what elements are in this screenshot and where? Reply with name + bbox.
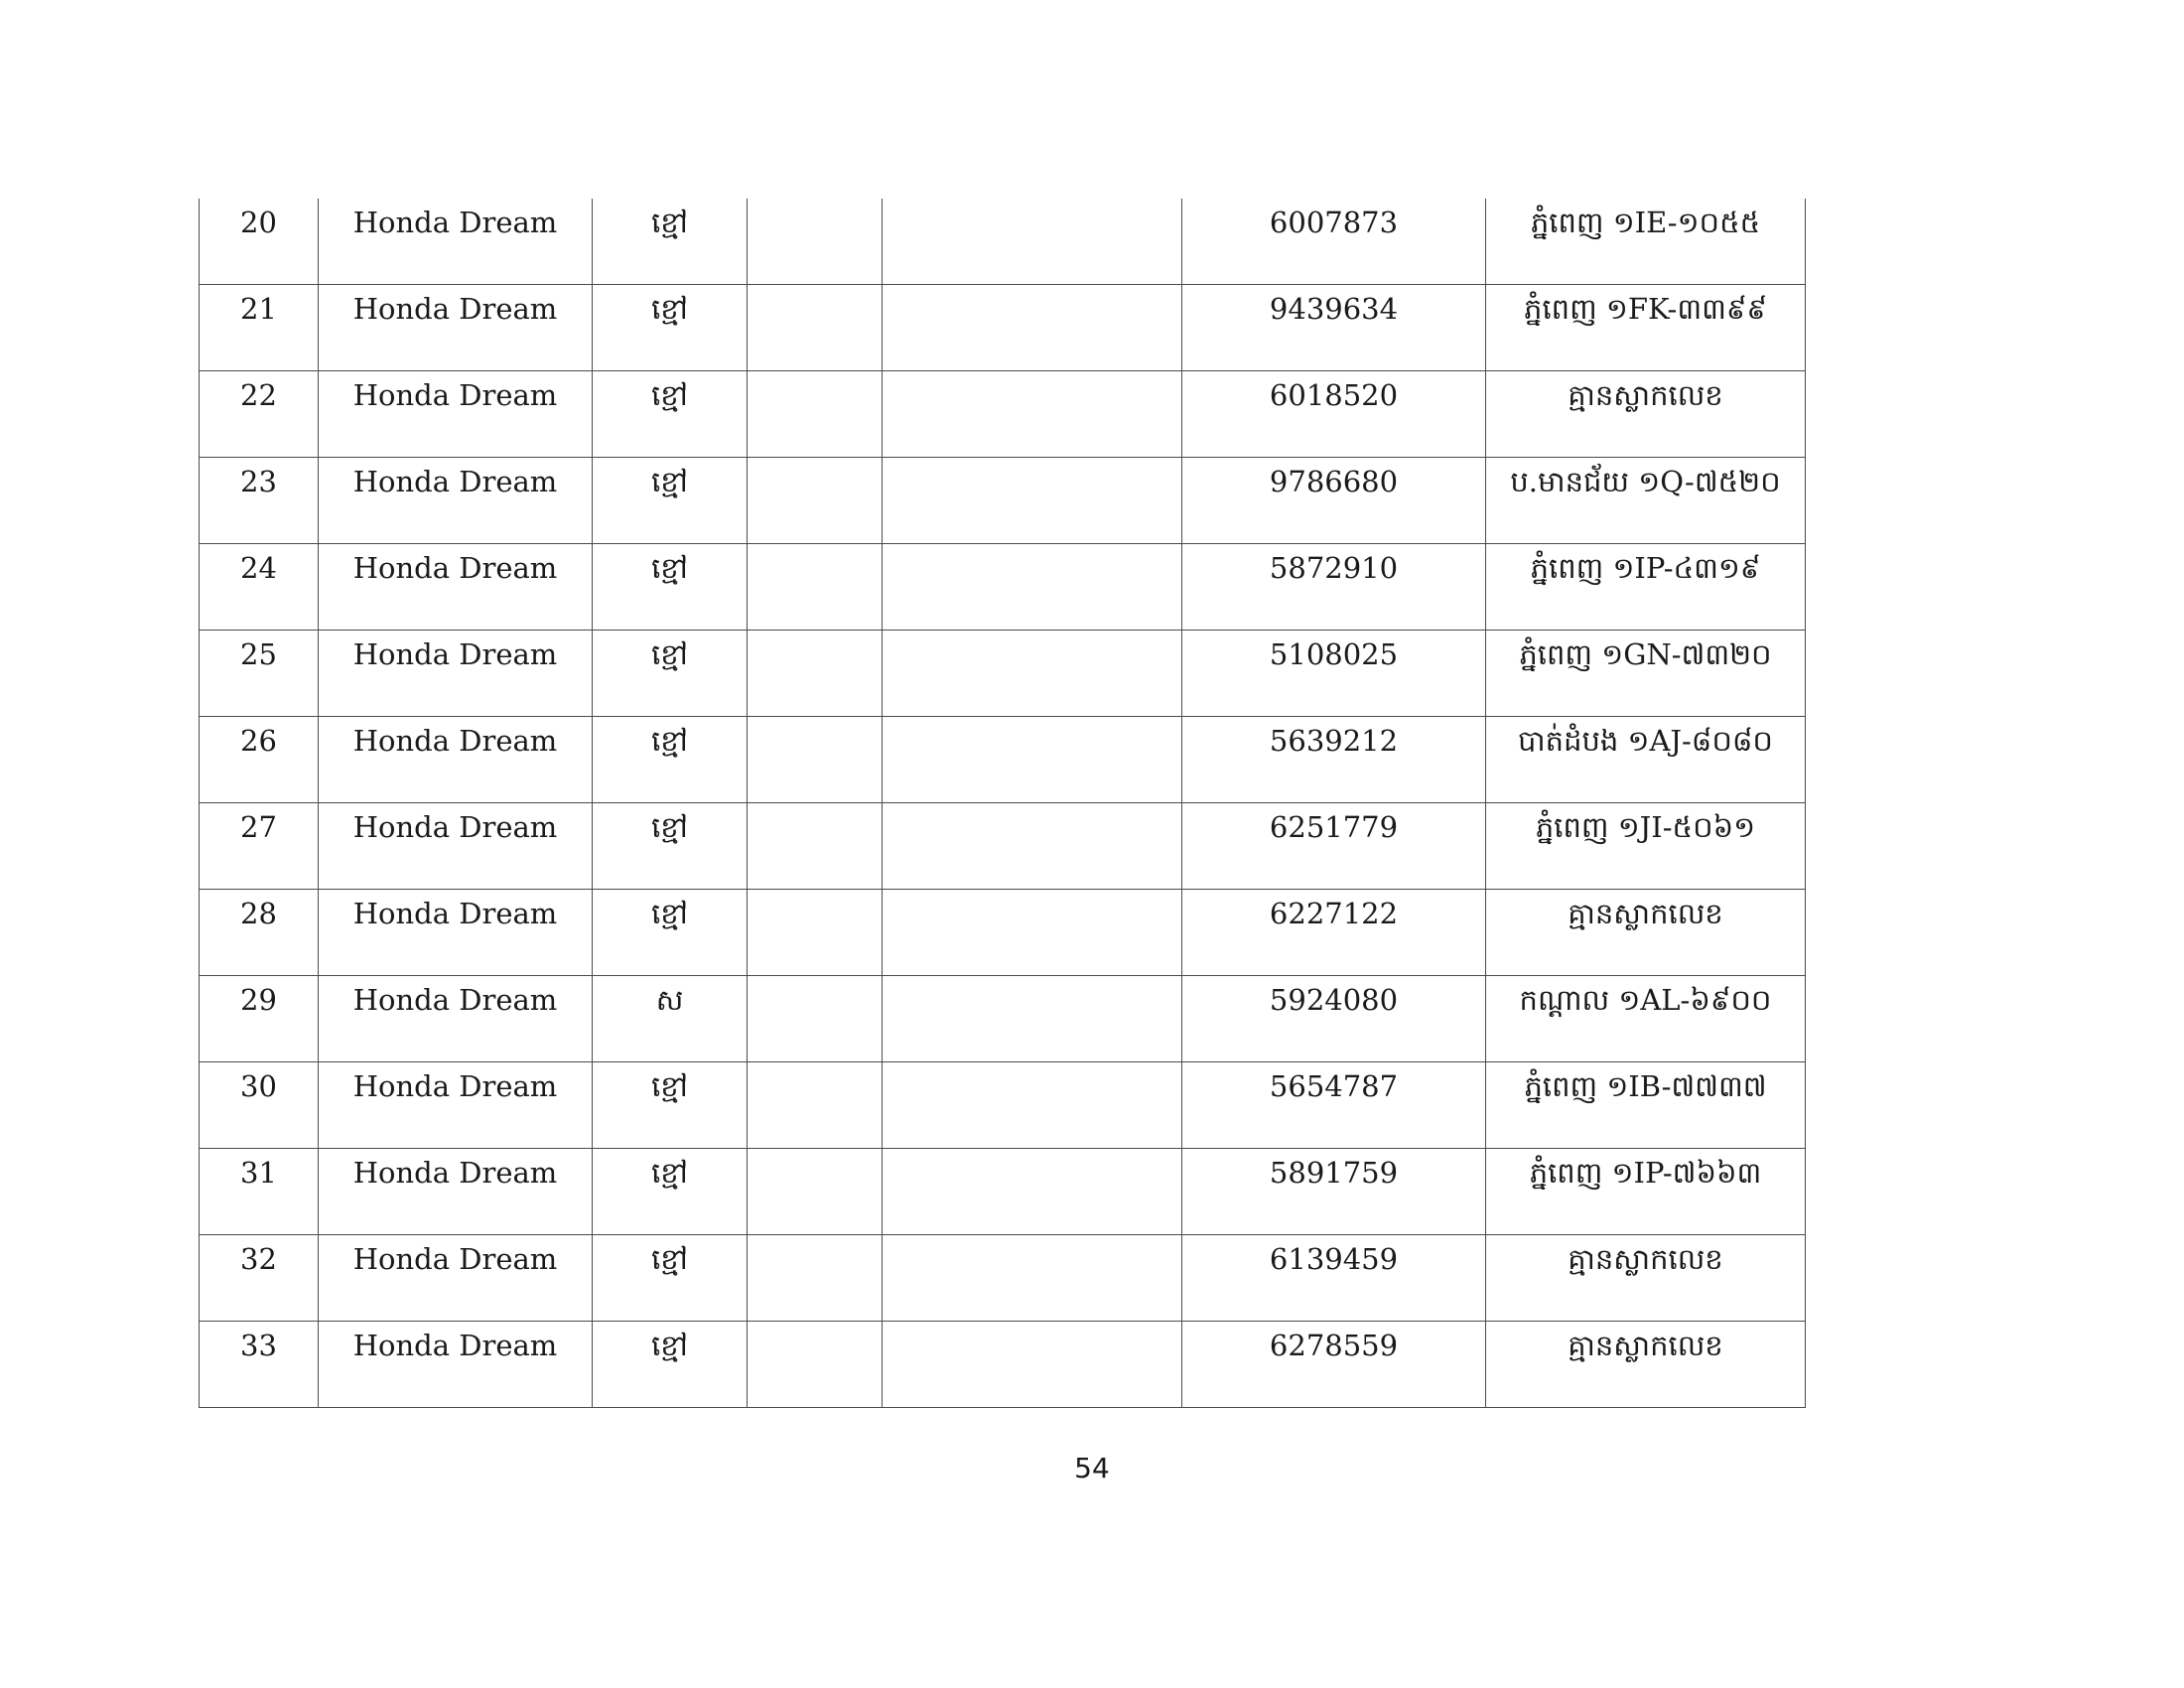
model-cell-text: Honda Dream [352,1242,558,1276]
row-number-cell-text: 30 [240,1069,277,1103]
table-row [200,458,1806,544]
engine-number-cell [1182,544,1486,631]
color-cell-text: ខ្មៅ [651,206,688,239]
vehicle-table [199,199,1806,1408]
empty-cell [883,285,1182,371]
plate-number-cell [1486,803,1806,890]
model-cell-text: Honda Dream [352,551,558,585]
model-cell [319,1235,593,1322]
empty-cell [883,544,1182,631]
engine-number-cell-text: 5654787 [1269,1069,1399,1103]
model-cell-text: Honda Dream [352,1329,558,1362]
color-cell [593,803,748,890]
color-cell-text: ខ្មៅ [651,465,688,498]
model-cell-text: Honda Dream [352,724,558,758]
empty-cell [883,1149,1182,1235]
table-row [200,544,1806,631]
plate-number-cell [1486,285,1806,371]
row-number-cell-text: 33 [240,1329,277,1362]
color-cell [593,631,748,717]
plate-number-cell [1486,1062,1806,1149]
engine-number-cell [1182,976,1486,1062]
empty-cell [883,976,1182,1062]
model-cell-text: Honda Dream [352,1156,558,1190]
row-number-cell-text: 31 [240,1156,277,1190]
row-number-cell-text: 23 [240,465,277,498]
row-number-cell-text: 29 [240,983,277,1017]
plate-number-cell [1486,371,1806,458]
plate-number-cell-text: ភ្នំពេញ ១IP-៧៦៦៣ [1529,1156,1762,1190]
engine-number-cell-text: 5924080 [1269,983,1399,1017]
model-cell-text: Honda Dream [352,206,558,239]
engine-number-cell-text: 5108025 [1269,637,1399,671]
empty-cell [748,976,883,1062]
color-cell-text: ខ្មៅ [651,897,688,930]
empty-cell [748,1149,883,1235]
model-cell [319,1062,593,1149]
row-number-cell [200,1149,319,1235]
plate-number-cell [1486,717,1806,803]
plate-number-cell [1486,1149,1806,1235]
table-row [200,890,1806,976]
model-cell [319,1322,593,1408]
empty-cell [883,631,1182,717]
color-cell [593,1149,748,1235]
row-number-cell [200,717,319,803]
empty-cell [883,199,1182,285]
engine-number-cell [1182,1235,1486,1322]
model-cell-text: Honda Dream [352,810,558,844]
empty-cell [748,1062,883,1149]
table-row [200,717,1806,803]
color-cell-text: ខ្មៅ [651,1156,688,1190]
vehicle-table-body [200,199,1806,1408]
row-number-cell [200,1062,319,1149]
plate-number-cell-text: ភ្នំពេញ ១GN-៧៣២០ [1519,637,1772,671]
empty-cell [748,803,883,890]
engine-number-cell [1182,458,1486,544]
model-cell [319,199,593,285]
engine-number-cell [1182,631,1486,717]
color-cell-text: ខ្មៅ [651,1069,688,1103]
plate-number-cell [1486,890,1806,976]
color-cell-text: ស [655,983,684,1017]
empty-cell [748,890,883,976]
row-number-cell-text: 22 [240,378,277,412]
row-number-cell [200,1322,319,1408]
table-row [200,371,1806,458]
row-number-cell [200,631,319,717]
row-number-cell-text: 24 [240,551,277,585]
model-cell [319,631,593,717]
plate-number-cell-text: គ្មានស្លាកលេខ [1568,1329,1723,1362]
color-cell [593,544,748,631]
engine-number-cell-text: 9786680 [1269,465,1399,498]
plate-number-cell-text: ភ្នំពេញ ១JI-៥០៦១ [1535,810,1756,844]
engine-number-cell-text: 6227122 [1269,897,1399,930]
row-number-cell [200,544,319,631]
engine-number-cell-text: 6018520 [1269,378,1399,412]
model-cell [319,285,593,371]
table-row [200,976,1806,1062]
engine-number-cell-text: 5891759 [1269,1156,1399,1190]
model-cell [319,890,593,976]
plate-number-cell-text: ភ្នំពេញ ១FK-៣៣៩៩ [1524,292,1767,326]
model-cell-text: Honda Dream [352,292,558,326]
engine-number-cell [1182,199,1486,285]
color-cell [593,976,748,1062]
row-number-cell-text: 21 [240,292,277,326]
plate-number-cell-text: បាត់ដំបង ១AJ-៨០៨០ [1518,724,1773,758]
table-row [200,1149,1806,1235]
plate-number-cell-text: ប.មានជ័យ ១Q-៧៥២០ [1510,465,1781,498]
color-cell [593,717,748,803]
row-number-cell [200,803,319,890]
plate-number-cell [1486,631,1806,717]
row-number-cell-text: 27 [240,810,277,844]
empty-cell [748,285,883,371]
plate-number-cell [1486,199,1806,285]
plate-number-cell-text: ភ្នំពេញ ១IP-៤៣១៩ [1530,551,1761,585]
model-cell-text: Honda Dream [352,897,558,930]
plate-number-cell [1486,1322,1806,1408]
table-row [200,1322,1806,1408]
color-cell-text: ខ្មៅ [651,810,688,844]
row-number-cell [200,976,319,1062]
engine-number-cell-text: 6278559 [1269,1329,1399,1362]
color-cell-text: ខ្មៅ [651,1329,688,1362]
plate-number-cell-text: កណ្តាល ១AL-៦៩០០ [1519,983,1772,1017]
row-number-cell-text: 32 [240,1242,277,1276]
row-number-cell [200,1235,319,1322]
table-row [200,803,1806,890]
empty-cell [748,631,883,717]
table-row [200,1062,1806,1149]
empty-cell [748,199,883,285]
empty-cell [748,544,883,631]
page-number: 54 [1074,1452,1110,1484]
engine-number-cell [1182,1149,1486,1235]
model-cell [319,544,593,631]
plate-number-cell [1486,458,1806,544]
engine-number-cell-text: 5639212 [1269,724,1399,758]
color-cell-text: ខ្មៅ [651,1242,688,1276]
row-number-cell-text: 26 [240,724,277,758]
color-cell-text: ខ្មៅ [651,551,688,585]
engine-number-cell [1182,1322,1486,1408]
engine-number-cell-text: 5872910 [1269,551,1399,585]
row-number-cell [200,458,319,544]
empty-cell [883,890,1182,976]
empty-cell [748,1235,883,1322]
color-cell [593,371,748,458]
row-number-cell [200,285,319,371]
color-cell-text: ខ្មៅ [651,378,688,412]
empty-cell [748,1322,883,1408]
color-cell [593,890,748,976]
color-cell-text: ខ្មៅ [651,724,688,758]
engine-number-cell-text: 6007873 [1269,206,1399,239]
plate-number-cell-text: គ្មានស្លាកលេខ [1568,897,1723,930]
engine-number-cell [1182,1062,1486,1149]
model-cell [319,717,593,803]
empty-cell [883,1235,1182,1322]
engine-number-cell-text: 9439634 [1269,292,1399,326]
row-number-cell-text: 20 [240,206,277,239]
row-number-cell [200,371,319,458]
table-row [200,1235,1806,1322]
engine-number-cell [1182,371,1486,458]
empty-cell [883,371,1182,458]
model-cell-text: Honda Dream [352,637,558,671]
color-cell-text: ខ្មៅ [651,292,688,326]
color-cell [593,1235,748,1322]
model-cell-text: Honda Dream [352,983,558,1017]
engine-number-cell-text: 6139459 [1269,1242,1399,1276]
model-cell [319,803,593,890]
table-row [200,285,1806,371]
row-number-cell-text: 25 [240,637,277,671]
empty-cell [883,717,1182,803]
color-cell-text: ខ្មៅ [651,637,688,671]
plate-number-cell [1486,976,1806,1062]
color-cell [593,1062,748,1149]
model-cell-text: Honda Dream [352,1069,558,1103]
model-cell [319,1149,593,1235]
plate-number-cell [1486,1235,1806,1322]
engine-number-cell [1182,803,1486,890]
plate-number-cell-text: ភ្នំពេញ ១IB-៧៧៣៧ [1524,1069,1767,1103]
model-cell [319,976,593,1062]
model-cell-text: Honda Dream [352,465,558,498]
plate-number-cell-text: គ្មានស្លាកលេខ [1568,1242,1723,1276]
engine-number-cell [1182,717,1486,803]
color-cell [593,1322,748,1408]
plate-number-cell-text: គ្មានស្លាកលេខ [1568,378,1723,412]
color-cell [593,285,748,371]
empty-cell [748,371,883,458]
table-row [200,199,1806,285]
empty-cell [883,803,1182,890]
model-cell-text: Honda Dream [352,378,558,412]
color-cell [593,458,748,544]
plate-number-cell [1486,544,1806,631]
empty-cell [748,458,883,544]
table-row [200,631,1806,717]
model-cell [319,458,593,544]
row-number-cell [200,890,319,976]
model-cell [319,371,593,458]
empty-cell [883,1062,1182,1149]
engine-number-cell [1182,890,1486,976]
row-number-cell-text: 28 [240,897,277,930]
plate-number-cell-text: ភ្នំពេញ ១IE-១០៥៥ [1530,206,1761,239]
row-number-cell [200,199,319,285]
empty-cell [883,1322,1182,1408]
empty-cell [748,717,883,803]
color-cell [593,199,748,285]
empty-cell [883,458,1182,544]
engine-number-cell [1182,285,1486,371]
engine-number-cell-text: 6251779 [1269,810,1399,844]
